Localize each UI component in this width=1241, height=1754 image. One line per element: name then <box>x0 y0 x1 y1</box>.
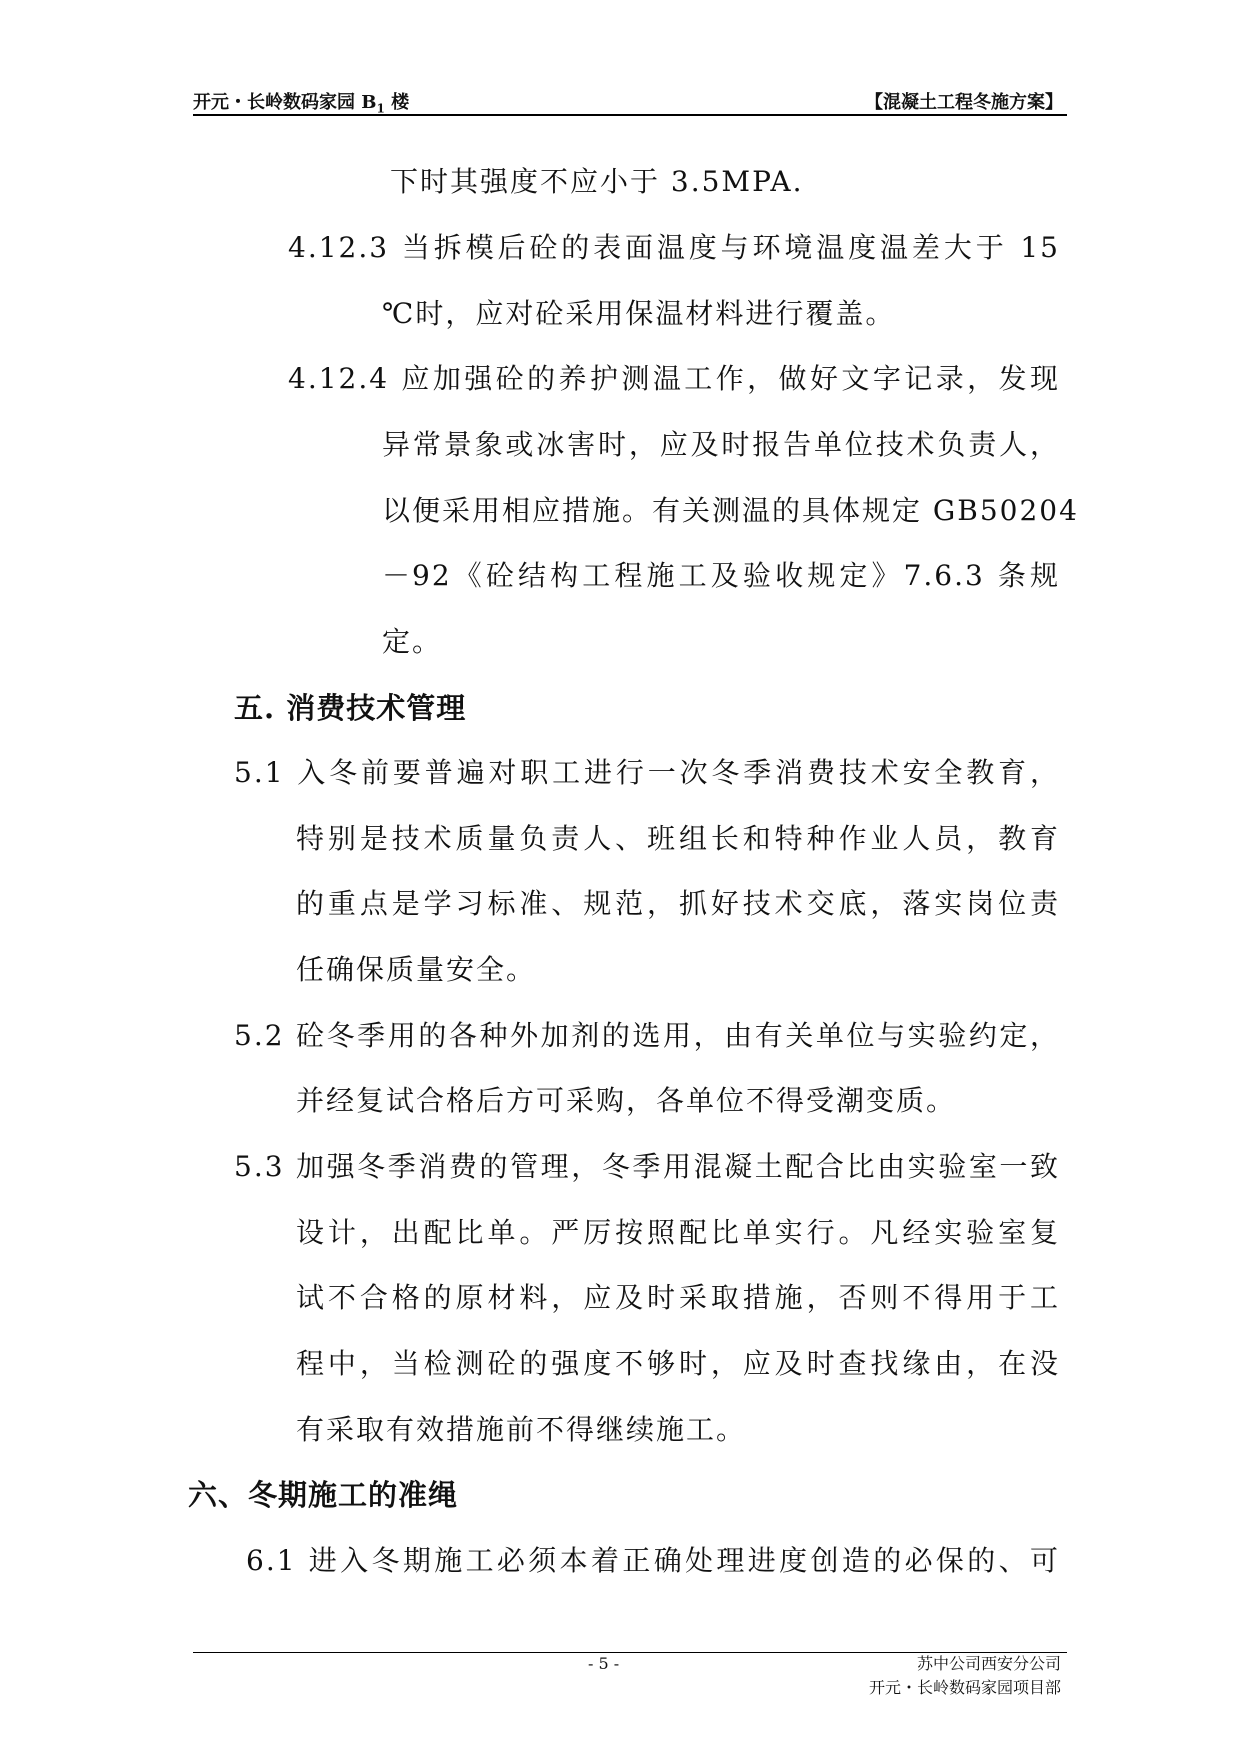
text-line: 5.2 砼冬季用的各种外加剂的选用，由有关单位与实验约定， <box>234 1019 1060 1052</box>
text-line: 有采取有效措施前不得继续施工。 <box>296 1413 747 1446</box>
text-line: 程中，当检测砼的强度不够时，应及时查找缘由，在没 <box>296 1347 1060 1380</box>
text-line: 4.12.4 应加强砼的养护测温工作，做好文字记录，发现 <box>288 362 1060 395</box>
header-document-title: 【混凝土工程冬施方案】 <box>865 92 1063 113</box>
page-header <box>193 86 1067 116</box>
page-number: - 5 - <box>588 1654 620 1673</box>
text-line: 6.1 进入冬期施工必须本着正确处理进度创造的必保的、可 <box>246 1544 1060 1577</box>
section-heading-6: 六、冬期施工的准绳 <box>188 1478 459 1512</box>
text-line: 设计，出配比单。严厉按照配比单实行。凡经实验室复 <box>296 1216 1060 1249</box>
text-line: 以便采用相应措施。有关测温的具体规定 GB50204 <box>382 494 1079 527</box>
footer-company: 苏中公司西安分公司 <box>916 1654 1061 1673</box>
text-line: 的重点是学习标准、规范，抓好技术交底，落实岗位责 <box>296 887 1060 920</box>
text-line: 5.3 加强冬季消费的管理，冬季用混凝土配合比由实验室一致 <box>234 1150 1060 1183</box>
footer-project: 开元・长岭数码家园项目部 <box>868 1678 1061 1697</box>
text-line: 任确保质量安全。 <box>296 953 537 986</box>
section-heading-5: 五. 消费技术管理 <box>234 691 467 725</box>
text-line: 4.12.3 当拆模后砼的表面温度与环境温度温差大于 15 <box>288 231 1060 264</box>
text-line: 特别是技术质量负责人、班组长和特种作业人员，教育 <box>296 822 1060 855</box>
text-line: ℃时，应对砼采用保温材料进行覆盖。 <box>382 297 896 330</box>
text-line: 定。 <box>382 625 443 658</box>
text-line: －92《砼结构工程施工及验收规定》7.6.3 条规 <box>382 559 1060 592</box>
text-line: 并经复试合格后方可采购，各单位不得受潮变质。 <box>296 1084 957 1117</box>
footer-rule <box>193 1652 1067 1653</box>
text-line: 5.1 入冬前要普遍对职工进行一次冬季消费技术安全教育， <box>234 756 1060 789</box>
text-line: 下时其强度不应小于 3.5MPA. <box>390 165 804 198</box>
text-line: 异常景象或冰害时，应及时报告单位技术负责人， <box>382 428 1060 461</box>
text-line: 试不合格的原材料，应及时采取措施，否则不得用于工 <box>296 1281 1060 1314</box>
header-project-title: 开元・长岭数码家园 $B_1$ 楼 <box>193 92 410 116</box>
